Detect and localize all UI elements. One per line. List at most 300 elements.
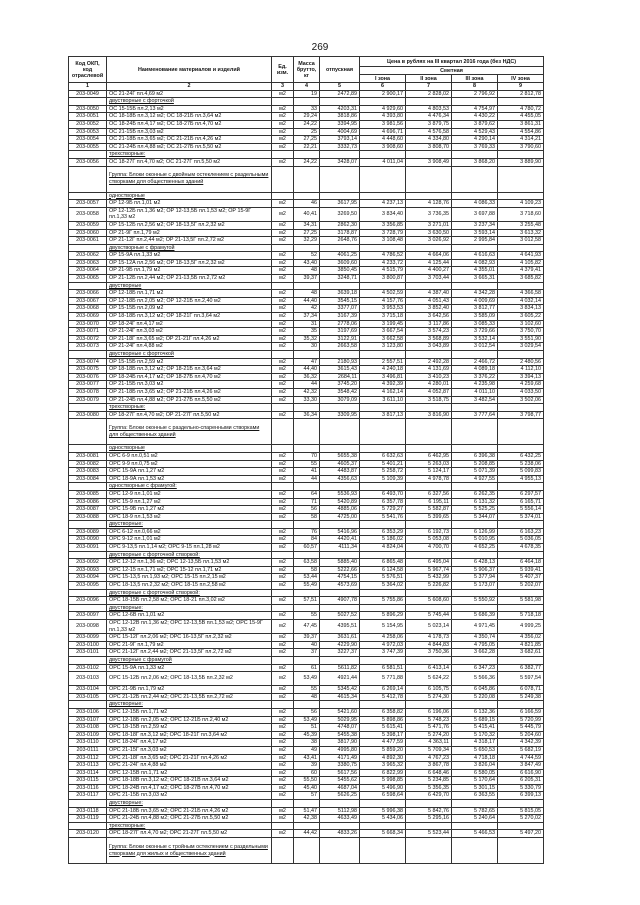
zone-1-price: 3 108,48	[360, 237, 406, 245]
zone-3-price: 5 415,41	[452, 724, 498, 732]
table-row	[69, 221, 544, 229]
zone-2-price: 6 327,56	[406, 490, 452, 498]
zone-1-price: 6 357,78	[360, 498, 406, 506]
empty-cell	[498, 589, 544, 597]
zone-2-price: 5 053,08	[406, 536, 452, 544]
item-name: ОР 15-12Б пл.2,56 м2; ОР 18-13,5Г пл.2,32 м2	[107, 221, 272, 229]
item-unit: м2	[272, 536, 294, 544]
table-row	[69, 544, 544, 552]
zone-4-price: 5 597,54	[498, 672, 544, 686]
zone-1-price: 6 358,82	[360, 708, 406, 716]
empty-cell	[272, 701, 294, 709]
zone-4-price: 3 255,48	[498, 221, 544, 229]
item-name: ОРС 18-15В пл.2,59 м2	[107, 724, 272, 732]
zone-4-price: 3 889,90	[498, 158, 544, 166]
item-name: ОР 21-24Б пл.4,88 м2; ОР 21-27Б пл.5,50 м2	[107, 396, 272, 404]
empty-cell	[320, 589, 360, 597]
empty-cell	[452, 151, 498, 159]
empty-cell	[452, 604, 498, 612]
item-code: 203-0118	[69, 807, 107, 815]
zone-2-price: 3 518,75	[406, 396, 452, 404]
zone-4-price: 4 032,14	[498, 297, 544, 305]
zone-2-price: 5 226,82	[406, 582, 452, 590]
item-code: 203-0091	[69, 544, 107, 552]
item-unit: м2	[272, 305, 294, 313]
empty-cell	[498, 192, 544, 200]
zone-2-price: 4 387,40	[406, 290, 452, 298]
subheading-row	[69, 98, 544, 106]
zone-2-price: 5 274,30	[406, 693, 452, 701]
zone-3-price: 5 301,15	[452, 784, 498, 792]
empty-cell	[294, 404, 320, 412]
empty-cell	[320, 244, 360, 252]
zone-2-price: 3 808,70	[406, 143, 452, 151]
zone-3-price: 4 086,33	[452, 200, 498, 208]
item-code: 203-0063	[69, 259, 107, 267]
zone-1-price: 5 771,88	[360, 672, 406, 686]
item-code: 203-0103	[69, 672, 107, 686]
item-code: 203-0070	[69, 320, 107, 328]
zone-4-price: 5 249,38	[498, 693, 544, 701]
subheading-label: одностворные с фрамугой:	[107, 483, 272, 491]
zone-3-price: 3 812,77	[452, 305, 498, 313]
zone-4-price: 5 939,41	[498, 566, 544, 574]
index-cell: 8	[452, 83, 498, 91]
item-code: 203-0079	[69, 396, 107, 404]
zone-4-price: 6 464,18	[498, 559, 544, 567]
zone-2-price: 3 816,90	[406, 411, 452, 419]
release-price: 5416,96	[320, 528, 360, 536]
item-name: ОР 21-15Б пл.3,03 м2	[107, 381, 272, 389]
item-name: ОРС 12-15В пл.1,71 м2	[107, 769, 272, 777]
empty-cell	[498, 483, 544, 491]
empty-cell	[69, 483, 107, 491]
zone-3-price: 4 318,17	[452, 739, 498, 747]
item-mass: 44	[294, 475, 320, 483]
release-price: 5420,89	[320, 498, 360, 506]
index-cell: 1	[69, 83, 107, 91]
item-name: ОРС 21-12Б пл.2,44 м2; ОРС 21-13,5Б пл.2,72 м2	[107, 693, 272, 701]
empty-cell	[452, 521, 498, 529]
zone-2-price: 2 492,28	[406, 358, 452, 366]
zone-1-price: 6 598,64	[360, 792, 406, 800]
zone-2-price: 4 052,87	[406, 388, 452, 396]
subheading-label: двустворные с форточкой	[107, 98, 272, 106]
zone-2-price: 5 471,76	[406, 724, 452, 732]
item-code: 203-0080	[69, 411, 107, 419]
table-row	[69, 460, 544, 468]
table-row	[69, 305, 544, 313]
item-mass: 47	[294, 358, 320, 366]
empty-cell	[320, 351, 360, 359]
empty-cell	[360, 151, 406, 159]
empty-cell	[294, 656, 320, 664]
zone-1-price: 3 199,45	[360, 320, 406, 328]
item-mass: 42,32	[294, 388, 320, 396]
header-zone-2: II зона	[406, 75, 452, 83]
empty-cell	[272, 192, 294, 200]
table-row	[69, 452, 544, 460]
empty-cell	[294, 282, 320, 290]
empty-cell	[320, 521, 360, 529]
zone-2-price: 5 709,34	[406, 746, 452, 754]
zone-2-price: 6 196,06	[406, 708, 452, 716]
zone-1-price: 5 412,78	[360, 693, 406, 701]
table-row	[69, 267, 544, 275]
item-unit: м2	[272, 335, 294, 343]
item-mass: 70	[294, 452, 320, 460]
item-code: 203-0092	[69, 559, 107, 567]
item-name: ОС 18-24Б пл.4,17 м2; ОС 18-27Б пл.4,70 м2	[107, 120, 272, 128]
item-name: ОРС 12-12В пл.1,36 м2; ОРС 12-13,5В пл.1,53 м2; ОРС 15-9Г пл.1,33 м2	[107, 620, 272, 634]
subheading-label: двустворные	[107, 282, 272, 290]
empty-cell	[406, 404, 452, 412]
item-name: ОРС 9-13,5 пл.1,14 м2; ОРС 9-15 пл.1,28 м2	[107, 544, 272, 552]
item-code: 203-0076	[69, 373, 107, 381]
table-row	[69, 252, 544, 260]
item-code: 203-0058	[69, 207, 107, 221]
release-price: 2862,30	[320, 221, 360, 229]
zone-4-price: 5 497,20	[498, 830, 544, 838]
table-row	[69, 396, 544, 404]
release-price: 2648,76	[320, 237, 360, 245]
release-price: 2684,11	[320, 373, 360, 381]
item-code: 203-0107	[69, 716, 107, 724]
zone-1-price: 3 356,85	[360, 221, 406, 229]
subheading-label: двустворные с форточной створкой:	[107, 551, 272, 559]
release-price: 4885,06	[320, 506, 360, 514]
zone-2-price: 5 608,60	[406, 597, 452, 605]
empty-cell	[360, 483, 406, 491]
empty-cell	[69, 822, 107, 830]
empty-cell	[452, 838, 498, 864]
empty-cell	[452, 98, 498, 106]
zone-4-price: 3 551,90	[498, 335, 544, 343]
item-code: 203-0073	[69, 343, 107, 351]
zone-1-price: 6 269,14	[360, 686, 406, 694]
item-code: 203-0083	[69, 468, 107, 476]
zone-2-price: 5 432,99	[406, 574, 452, 582]
group-row	[69, 419, 544, 445]
release-price: 5617,56	[320, 769, 360, 777]
empty-cell	[406, 98, 452, 106]
zone-2-price: 3 568,89	[406, 335, 452, 343]
release-price: 4573,69	[320, 582, 360, 590]
column-index-row	[69, 83, 544, 91]
item-mass: 55	[294, 460, 320, 468]
zone-3-price: 3 237,34	[452, 221, 498, 229]
zone-2-price: 4 051,43	[406, 297, 452, 305]
empty-cell	[452, 701, 498, 709]
zone-4-price: 3 750,70	[498, 328, 544, 336]
zone-1-price: 4 929,60	[360, 105, 406, 113]
zone-4-price: 5 556,14	[498, 506, 544, 514]
item-unit: м2	[272, 373, 294, 381]
zone-1-price: 3 667,54	[360, 328, 406, 336]
zone-2-price: 4 363,11	[406, 739, 452, 747]
item-code: 203-0082	[69, 460, 107, 468]
subheading-row	[69, 604, 544, 612]
zone-1-price: 5 434,06	[360, 815, 406, 823]
zone-1-price: 5 364,02	[360, 582, 406, 590]
item-mass: 48	[294, 693, 320, 701]
item-code: 203-0051	[69, 113, 107, 121]
item-mass: 43,41	[294, 754, 320, 762]
item-name: ОРС 18-18В пл.3,12 м2; ОРС 18-21В пл.3,64 м2	[107, 777, 272, 785]
header-code: Код ОКП, код отраслевой	[69, 57, 107, 83]
zone-4-price: 4 033,50	[498, 388, 544, 396]
empty-cell	[406, 445, 452, 453]
empty-cell	[452, 166, 498, 192]
item-unit: м2	[272, 672, 294, 686]
item-name: ОРС 12-15 пл.1,71 м2; ОРС 15-12 пл.1,71 м2	[107, 566, 272, 574]
empty-cell	[406, 521, 452, 529]
subheading-row	[69, 551, 544, 559]
item-code: 203-0086	[69, 498, 107, 506]
item-code: 203-0095	[69, 582, 107, 590]
zone-1-price: 4 824,04	[360, 544, 406, 552]
item-unit: м2	[272, 620, 294, 634]
release-price: 3167,39	[320, 313, 360, 321]
empty-cell	[320, 822, 360, 830]
item-name: ОР 12-12Б пл.1,36 м2; ОР 12-13,5Б пл.1,53 м2; ОР 15-9Г пл.1,33 м2	[107, 207, 272, 221]
item-code: 203-0074	[69, 358, 107, 366]
release-price: 3227,37	[320, 649, 360, 657]
zone-2-price: 3 410,23	[406, 373, 452, 381]
header-name: Наименование материалов и изделий	[107, 57, 272, 83]
item-unit: м2	[272, 343, 294, 351]
header-gross-mass: Масса брутто, кг	[294, 57, 320, 83]
zone-2-price: 6 429,70	[406, 792, 452, 800]
zone-3-price: 5 525,25	[452, 506, 498, 514]
zone-3-price: 4 089,18	[452, 366, 498, 374]
zone-3-price: 3 777,64	[452, 411, 498, 419]
empty-cell	[272, 244, 294, 252]
zone-4-price: 6 432,25	[498, 452, 544, 460]
empty-cell	[294, 244, 320, 252]
zone-2-price: 5 745,44	[406, 612, 452, 620]
zone-4-price: 3 502,06	[498, 396, 544, 404]
empty-cell	[272, 800, 294, 808]
release-price: 3639,18	[320, 290, 360, 298]
empty-cell	[320, 800, 360, 808]
item-mass: 42	[294, 305, 320, 313]
item-name: ОР 18-24Г пл.4,17 м2	[107, 320, 272, 328]
zone-4-price: 6 297,57	[498, 490, 544, 498]
zone-3-price: 6 363,55	[452, 792, 498, 800]
zone-4-price: 6 078,71	[498, 686, 544, 694]
zone-4-price: 5 204,60	[498, 731, 544, 739]
price-table	[68, 56, 544, 864]
item-mass: 56	[294, 506, 320, 514]
item-code: 203-0081	[69, 452, 107, 460]
empty-cell	[272, 521, 294, 529]
empty-cell	[272, 483, 294, 491]
zone-1-price: 4 240,18	[360, 366, 406, 374]
item-code: 203-0105	[69, 693, 107, 701]
item-code: 203-0116	[69, 784, 107, 792]
zone-2-price: 4 128,76	[406, 200, 452, 208]
zone-3-price: 5 010,95	[452, 536, 498, 544]
release-price: 2663,58	[320, 343, 360, 351]
item-code: 203-0054	[69, 136, 107, 144]
table-row	[69, 328, 544, 336]
item-unit: м2	[272, 388, 294, 396]
zone-1-price: 4 162,14	[360, 388, 406, 396]
empty-cell	[320, 838, 360, 864]
table-row	[69, 490, 544, 498]
table-row	[69, 574, 544, 582]
zone-2-price: 4 700,70	[406, 544, 452, 552]
zone-1-price: 5 755,86	[360, 597, 406, 605]
zone-2-price: 5 399,65	[406, 513, 452, 521]
item-mass: 53,44	[294, 574, 320, 582]
item-unit: м2	[272, 411, 294, 419]
zone-3-price: 4 290,14	[452, 136, 498, 144]
zone-1-price: 5 541,76	[360, 513, 406, 521]
item-mass: 44,40	[294, 297, 320, 305]
item-mass: 40,41	[294, 207, 320, 221]
item-unit: м2	[272, 528, 294, 536]
release-price: 3377,07	[320, 305, 360, 313]
zone-3-price: 4 011,10	[452, 388, 498, 396]
empty-cell	[69, 701, 107, 709]
table-row	[69, 320, 544, 328]
zone-1-price: 3 981,56	[360, 120, 406, 128]
item-code: 203-0085	[69, 490, 107, 498]
subheading-row	[69, 192, 544, 200]
zone-4-price: 3 798,77	[498, 411, 544, 419]
item-name: ОРС 21-15Г пл.3,03 м2	[107, 746, 272, 754]
zone-4-price: 5 270,02	[498, 815, 544, 823]
empty-cell	[320, 656, 360, 664]
empty-cell	[320, 445, 360, 453]
item-unit: м2	[272, 574, 294, 582]
empty-cell	[498, 282, 544, 290]
empty-cell	[360, 589, 406, 597]
empty-cell	[498, 551, 544, 559]
zone-1-price: 3 728,79	[360, 229, 406, 237]
empty-cell	[360, 445, 406, 453]
table-row	[69, 597, 544, 605]
item-name: ОР 15-15Б пл.2,09 м2	[107, 305, 272, 313]
zone-3-price: 3 665,31	[452, 275, 498, 283]
empty-cell	[406, 244, 452, 252]
empty-cell	[69, 282, 107, 290]
zone-2-price: 3 867,78	[406, 762, 452, 770]
zone-1-price: 3 611,10	[360, 396, 406, 404]
release-price: 4111,34	[320, 544, 360, 552]
zone-3-price: 4 616,63	[452, 252, 498, 260]
zone-3-price: 3 729,66	[452, 328, 498, 336]
release-price: 3617,95	[320, 200, 360, 208]
item-mass: 55	[294, 612, 320, 620]
release-price: 3428,07	[320, 158, 360, 166]
zone-2-price: 4 125,44	[406, 259, 452, 267]
item-mass: 34,31	[294, 221, 320, 229]
item-unit: м2	[272, 784, 294, 792]
zone-1-price: 4 515,79	[360, 267, 406, 275]
zone-1-price: 4 696,71	[360, 128, 406, 136]
release-price: 3122,91	[320, 335, 360, 343]
empty-cell	[294, 838, 320, 864]
header-zone-1: I зона	[360, 75, 406, 83]
zone-3-price: 6 262,35	[452, 490, 498, 498]
empty-cell	[406, 166, 452, 192]
zone-4-price: 3 847,49	[498, 762, 544, 770]
subheading-row	[69, 404, 544, 412]
item-name: ОРС 12-18Б пл.2,05 м2; ОРС 12-21Б пл.2,40 м2	[107, 716, 272, 724]
zone-1-price: 4 786,52	[360, 252, 406, 260]
empty-cell	[406, 419, 452, 445]
empty-cell	[294, 589, 320, 597]
release-price: 5222,66	[320, 566, 360, 574]
item-code: 203-0059	[69, 221, 107, 229]
zone-2-price: 3 852,40	[406, 305, 452, 313]
release-price: 3850,45	[320, 267, 360, 275]
zone-3-price: 6 126,99	[452, 528, 498, 536]
item-mass: 45,39	[294, 731, 320, 739]
item-name: ОРС 6-9 пл.0,51 м2	[107, 452, 272, 460]
item-unit: м2	[272, 267, 294, 275]
item-name: ОР 15-9А пл.1,33 м2	[107, 252, 272, 260]
empty-cell	[272, 282, 294, 290]
zone-1-price: 4 972,03	[360, 641, 406, 649]
zone-2-price: 3 117,86	[406, 320, 452, 328]
table-row	[69, 815, 544, 823]
empty-cell	[320, 419, 360, 445]
table-row	[69, 343, 544, 351]
item-mass: 24,22	[294, 158, 320, 166]
header-price-group: Цена в рублях на III квартал 2016 года (без НДС)	[360, 57, 544, 67]
table-row	[69, 335, 544, 343]
zone-3-price: 4 342,28	[452, 290, 498, 298]
item-code: 203-0078	[69, 388, 107, 396]
subheading-label: двустворные:	[107, 521, 272, 529]
empty-cell	[406, 589, 452, 597]
item-code: 203-0088	[69, 513, 107, 521]
zone-4-price: 5 718,18	[498, 612, 544, 620]
zone-1-price: 5 398,17	[360, 731, 406, 739]
item-name: ОР 21-24Г пл.4,88 м2	[107, 343, 272, 351]
table-row	[69, 468, 544, 476]
subheading-row	[69, 282, 544, 290]
item-code: 203-0120	[69, 830, 107, 838]
item-mass: 60,57	[294, 544, 320, 552]
empty-cell	[452, 445, 498, 453]
release-price: 3817,90	[320, 739, 360, 747]
empty-cell	[498, 800, 544, 808]
item-name: ОРС 18-18Г пл.3,12 м2; ОРС 18-21Г пл.3,64 м2	[107, 731, 272, 739]
release-price: 4356,63	[320, 475, 360, 483]
empty-cell	[272, 445, 294, 453]
zone-1-price: 4 448,60	[360, 136, 406, 144]
item-unit: м2	[272, 475, 294, 483]
empty-cell	[320, 166, 360, 192]
zone-3-price: 4 652,25	[452, 544, 498, 552]
table-row	[69, 536, 544, 544]
header-zone-4: IV зона	[498, 75, 544, 83]
item-name: ОРС 6-12 пл.0,66 м2	[107, 528, 272, 536]
zone-3-price: 5 466,53	[452, 830, 498, 838]
zone-1-price: 4 393,80	[360, 113, 406, 121]
zone-4-price: 3 613,32	[498, 229, 544, 237]
zone-3-price: 4 009,69	[452, 297, 498, 305]
release-price: 5455,38	[320, 731, 360, 739]
zone-2-price: 5 582,87	[406, 506, 452, 514]
item-code: 203-0110	[69, 739, 107, 747]
item-name: ОРС 12-6В пл.1,01 м2	[107, 612, 272, 620]
